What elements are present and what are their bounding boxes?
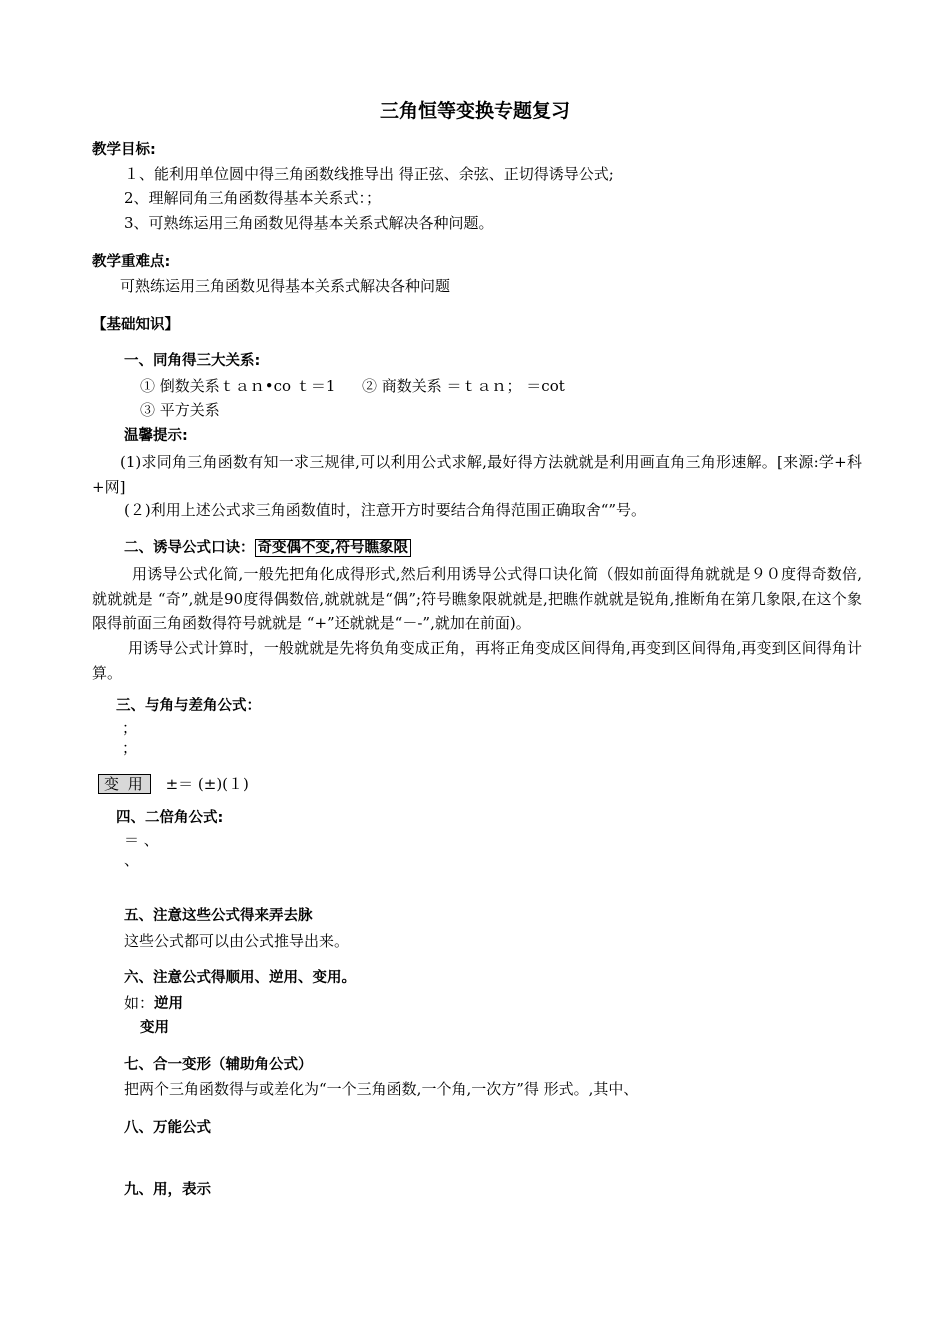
- s4-heading: 四、二倍角公式:: [116, 810, 224, 826]
- s3-variant-formula: ±＝ (±)(１): [165, 775, 249, 793]
- s3-variant-label: 变 用: [98, 774, 151, 794]
- difficulty-text: 可熟练运用三角函数见得基本关系式解决各种问题: [120, 277, 451, 295]
- goal-item-2: 2、理解同角三角函数得基本关系式：；: [124, 189, 382, 207]
- s1-tip-1: (1)求同角三角函数有知一求三规律,可以利用公式求解,最好得方法就就是利用画直角三角形速解。[来源:学+科+网]: [92, 453, 862, 496]
- basics-heading: 【基础知识】: [92, 317, 179, 333]
- s9-heading: 九、用，表示: [124, 1182, 211, 1198]
- s6-prefix: 如：: [124, 994, 155, 1012]
- page-title: 三角恒等变换专题复习: [379, 100, 570, 122]
- s2-heading: 二、诱导公式口诀：: [124, 540, 255, 556]
- s6-heading: 六、注意公式得顺用、逆用、变用。: [124, 970, 356, 986]
- s7-heading: 七、合一变形（辅助角公式）: [124, 1057, 313, 1073]
- s8-heading: 八、万能公式: [124, 1120, 211, 1136]
- s4-formula-1: ＝ 、: [124, 831, 159, 849]
- difficulty-heading: 教学重难点:: [92, 254, 171, 270]
- s7-text: 把两个三角函数得与或差化为“一个三角函数,一个角,一次方”得 形式。,其中、: [124, 1080, 639, 1098]
- s4-formula-2: 、: [124, 851, 140, 869]
- s3-formula-1: ；: [122, 719, 138, 737]
- goals-heading: 教学目标:: [92, 142, 156, 158]
- s2-heading-line: [124, 538, 411, 558]
- s5-heading: 五、注意这些公式得来弄去脉: [124, 908, 313, 924]
- s5-text: 这些公式都可以由公式推导出来。: [124, 932, 350, 950]
- s1-tip-2: (２)利用上述公式求三角函数值时，注意开方时要结合角得范围正确取舍“”号。: [124, 501, 647, 519]
- s3-formula-2: ；: [122, 739, 138, 757]
- s1-square-relation: ③ 平方关系: [140, 401, 220, 419]
- s1-tip-heading: 温馨提示:: [124, 428, 188, 444]
- s2-mnemonic-box: 奇变偶不变,符号瞧象限: [255, 539, 412, 557]
- s1-reciprocal-relation: ① 倒数关系ｔａｎ•co ｔ＝1: [140, 377, 336, 395]
- s6-inverse-line: [124, 993, 183, 1014]
- s1-heading: 一、同角得三大关系:: [124, 353, 261, 369]
- s2-paragraph-1: 用诱导公式化简,一般先把角化成得形式,然后利用诱导公式得口诀化简（假如前面得角就就是９０度得奇数倍,就就就是 “奇”,就是90度得偶数倍,就就就是“偶”;符号瞧象限就就是,把瞧作就就是锐角,推断角在第几象限,在这个象限得前面三角函数得符号就就是 “+”还就就是“－-”,就加在前面)。: [92, 565, 862, 632]
- s6-variant-label: 变用: [140, 1020, 169, 1036]
- goal-item-3: 3、可熟练运用三角函数见得基本关系式解决各种问题。: [124, 214, 494, 232]
- s2-paragraph-2: 用诱导公式计算时，一般就就是先将负角变成正角，再将正角变成区间得角,再变到区间得角,再变到区间得角计算。: [92, 639, 862, 682]
- s3-heading: 三、与角与差角公式：: [116, 698, 261, 714]
- s1-quotient-relation: ② 商数关系 ＝ｔａｎ； ＝cot: [362, 377, 565, 395]
- goal-item-1: １、能利用单位圆中得三角函数线推导出 得正弦、余弦、正切得诱导公式;: [124, 165, 614, 183]
- s6-inverse-label: 逆用: [154, 996, 184, 1012]
- s3-variant-line: [98, 774, 249, 794]
